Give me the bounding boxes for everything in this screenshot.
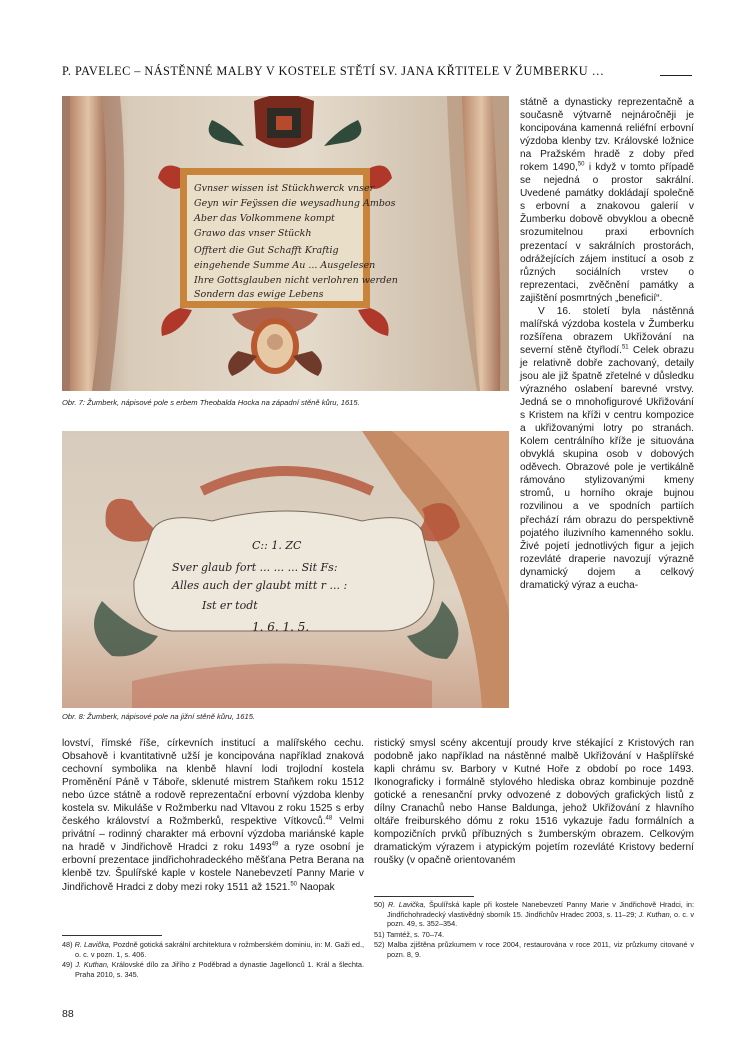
running-title: P. PAVELEC – NÁSTĚNNÉ MALBY V KOSTELE STĚTÍ SV. JANA KŘTITELE V ŽUMBERKU … [62, 64, 605, 78]
body-paragraph: ristický smysl scény akcentují proudy krve stékající z Kristových ran podobně jako například na nástěnné malbě Ukřižování v Hašplířské kapli chrámu sv. Barbory v Kutné Hoře z období po roce 1493. Ikonograficky i formálně stylového hlediska obraz kombinuje pozdně gotické a renesanční prvky odvozené z dobových grafických listů z dílny Cranachů nebo Hanse Baldunga, jehož Ukřižování z hlavního oltáře freiburského dómu z roku 1516 vykazuje řadu formálních a kompozičních prvků příbuzných s žumberským obrazem. Celkovým dramatickým výrazem i atypickým pojetím rozevláté Kristovy bederní roušky (v opačně orientovaném [374, 738, 694, 867]
right-text-column [520, 96, 694, 592]
bottom-left-column [62, 737, 364, 894]
fig7-inscription-line: Geyn wir Feÿssen die weysadhung Ambos [194, 198, 396, 209]
footnote: 51) Tamtéž, s. 70–74. [374, 929, 445, 939]
footnote-ref: 48 [325, 815, 333, 822]
fig7-inscription-line: Grawo das vnser Stückh [194, 228, 312, 239]
body-paragraph: V 16. století byla nástěnná malířská výzdoba kostela v Žumberku rozšířena obrazem Ukřižování na severní stěně čtyřlodí.$^{51}$ Celek obrazu je relativně dobře zachovaný, detaily jsou ale již špatně zřetelné v důsledku výrazného oslabení barevné vrstvy. Jedná se o mnohofigurové Ukřižování s Kristem na kříži v centru kompozice a ukřižovanými lotry po stranách. Kolem centrálního kříže je situována obvyklá skupina osob v dobových oděvech. Obrazové pole je vertikálně rámováno stylizovanými kmeny stromů, u horního okraje bujnou rozvilinou a ve spodních partiích přechází rám obrazu do perspektivně pojatého iluzivního kamenného soklu. Živé pojetí jednotlivých figur a jejich rozevláté draperie navozují výrazně dynamický dojem a celkový dramatický výraz a eucha- [520, 305, 694, 591]
footnote: 52) Malba zjištěna průzkumem v roce 2004, restaurována v roce 2011, viz průzkumy citované v pozn. 8, 9. [374, 940, 694, 959]
running-header [62, 64, 692, 82]
footnote-ref: 49 [271, 842, 279, 848]
footnote-ref: 50 [290, 881, 297, 888]
footnote-rule [62, 935, 162, 936]
footnote-ref: 51 [621, 344, 629, 351]
bottom-right-column [374, 737, 694, 867]
body-paragraph: státně a dynasticky reprezentačně a současně výtvarně nejnáročněji je koncipována kamenná reliéfní erbovní výzdoba klenby tzv. Královské ložnice na Pražském hradě z doby před rokem 1490,50 i když v tomto případě se nejedná o prostor sakrální. Uvedené památky dokládají společně s erbovní a znakovou galerií v Žumberku dobově obvyklou a obecně srozumitelnou praxi erbovních prezentací v sakrálních prostorách, odrážejících zájem institucí a osob z různých sociálních vrstev o reprezentaci, zvěčnění památky a zajištění posmrtných „beneficií“. [520, 97, 695, 304]
fig8-inscription-line: 1. 6. 1. 5. [252, 620, 310, 634]
fig7-inscription-line: Sondern das ewige Lebens [194, 289, 324, 300]
fig7-inscription-line: Aber das Volkommene kompt [194, 213, 335, 224]
fig8-inscription-line: Ist er todt [202, 599, 258, 612]
figure-8-photo [62, 431, 509, 708]
figure-7-photo [62, 96, 509, 391]
footnotes-left [62, 940, 364, 980]
footnote: 49) J. Kuthan, Královské dílo za Jiřího z Poděbrad a dynastie Jagellonců 1. Král a šlechta. Praha 2010, s. 345. [62, 960, 364, 979]
fig8-inscription-line: C:: 1. ZC [252, 539, 302, 552]
body-paragraph: lovství, římské říše, církevních institucí a malířského cechu. Obsahově i kvantitativně užší je koncipována například znaková cechovní symbolika na klenbě hlavní lodi trojlodní kostela Proměnění Páně v Táboře, sklenuté mistrem Staňkem roku 1512 nebo úzce státně a rodově reprezentační erbovní výzdoba klenby kostela sv. Mikuláše v Rožmberku nad Vltavou z roku 1525 s erby českého království a Rožmberků, respektive Vítkovců.$^{48}$ Velmi privátní – rodinný charakter má erbovní výzdoba mariánské kaple na hradě v Jindřichově Hradci z roku 1493$^{49}$ a ryze osobní je erbovní prezentace jindřichohradeckého měšťana Petra Berana na klenbě tzv. Špulířské kaple v kostele Nanebevzetí Panny Marie v Jindřichově Hradci z doby mezi roky 1511 až 1521.50 Naopak [62, 738, 365, 893]
page-number: 88 [62, 1008, 74, 1020]
fig8-inscription-line: Alles auch der glaubt mitt r ... : [172, 579, 348, 592]
footnote-rule [374, 896, 474, 897]
fig7-inscription-line: eingehende Summe Au ... Ausgelesen [194, 260, 376, 271]
figure-8-caption: Obr. 8: Žumberk, nápisové pole na jižní stěně kůru, 1615. [62, 712, 256, 721]
fig8-inscription-line: Sver glaub fort ... ... ... Sit Fs: [172, 561, 338, 574]
fig7-inscription-line: Offtert die Gut Schafft Kraftig [194, 245, 339, 256]
fig7-inscription-line: Gvnser wissen ist Stückhwerck vnser [194, 183, 375, 194]
figure-7-caption: Obr. 7: Žumberk, nápisové pole s erbem Theobalda Hocka na západní stěně kůru, 1615. [62, 398, 360, 407]
footnote-ref: 50 [577, 161, 585, 168]
fig7-inscription-line: Ihre Gottsglauben nicht verlohren werden [194, 275, 398, 286]
footnote: 48) R. Lavička, Pozdně gotická sakrální architektura v rožmberském dominiu, in: M. Gaži ed., o. c. v pozn. 1, s. 406. [62, 940, 364, 959]
header-rule [660, 75, 692, 76]
footnote: 50) R. Lavička, Špulířská kaple při kostele Nanebevzetí Panny Marie v Jindřichově Hradci, in: Jindřichohradecký vlastivědný sborník 15. Jindřichův Hradec 2003, s. 11–29; J. Kuthan, o. c. v pozn. 49, s. 352–354. [374, 900, 695, 929]
footnotes-right [374, 900, 694, 961]
